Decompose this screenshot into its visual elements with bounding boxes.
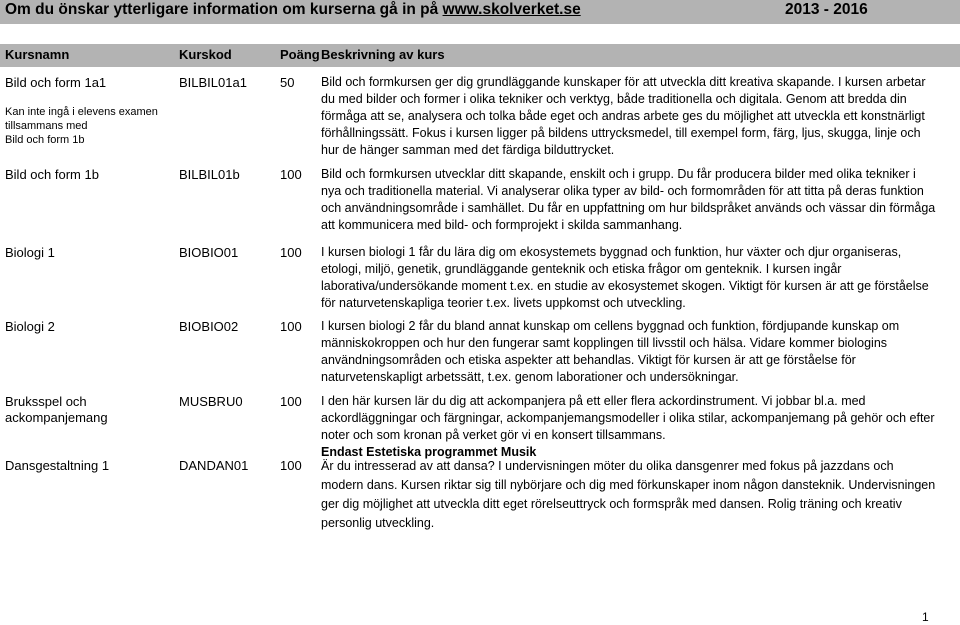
page-header	[0, 0, 960, 24]
description-line: hur de hänger samman med det färdiga bilduttrycket.	[321, 143, 615, 157]
course-points: 100	[280, 167, 302, 182]
skolverket-link[interactable]: www.skolverket.se	[442, 1, 581, 18]
description-line: Är du intresserad av att dansa? I undervisningen möter du olika dansgenrer med fokus på jazzdans och	[321, 459, 894, 473]
description-line: ger dig möjlighet att utveckla ditt eget rörelseuttryck och formspråk med dansen. Rolig träning och kreativ	[321, 497, 902, 511]
course-description	[321, 74, 926, 159]
course-description	[321, 318, 899, 386]
course-description	[321, 393, 935, 461]
description-line: människokroppen och hur den fungerar samt kopplingen till livsstil och hälsa. Vidare kommer biologins	[321, 336, 888, 350]
course-code: MUSBRU0	[179, 394, 243, 409]
description-line: förhållningssätt. Fokus i kursen ligger på bildens uttrycksmedel, till exempel form, färg, ljus, skugga, linje och	[321, 126, 921, 140]
course-points: 100	[280, 245, 302, 260]
course-code: DANDAN01	[179, 458, 249, 473]
header-title	[5, 1, 581, 19]
description-line: I kursen biologi 2 får du bland annat kunskap om cellens byggnad och funktion, fördjupande kunskap om	[321, 319, 900, 333]
description-line: du med bilder och former i olika tekniker och verktyg, både traditionella och digitala. Genom att bredda din	[321, 92, 907, 106]
description-line: användningsområden och etiska aspekter att behandlas. Viktigt för kursen är att ge förståelse för	[321, 353, 856, 367]
course-note-line: Kan inte ingå i elevens examen	[5, 106, 158, 118]
description-line: nya och traditionella material. Vi analyserar olika typer av bild- och formområden för att titta på deras funktion	[321, 184, 924, 198]
course-note-line: Bild och form 1b	[5, 134, 85, 146]
course-description	[321, 166, 935, 234]
description-line: Bild och formkursen ger dig grundläggande kunskaper för att utveckla ditt kreativa skapande. I kursen arbetar	[321, 75, 926, 89]
program-restriction: Endast Estetiska programmet Musik	[321, 445, 537, 459]
description-line: för naturvetenskapliga teorier t.ex. livets uppkomst och utveckling.	[321, 296, 686, 310]
column-header-row	[0, 44, 960, 67]
course-name: Bild och form 1b	[5, 167, 99, 182]
description-line: och användningsområde i samhället. Du får en uppfattning om hur bildspråket används och vässar din förmåga	[321, 201, 936, 215]
header-years: 2013 - 2016	[785, 1, 868, 18]
description-line: naturvetenskapligt arbetssätt, t.ex. genom laborationer och undersökningar.	[321, 370, 739, 384]
course-name: ackompanjemang	[5, 410, 108, 425]
course-points: 100	[280, 458, 302, 473]
course-code: BIOBIO01	[179, 245, 239, 260]
course-code: BILBIL01a1	[179, 75, 247, 90]
header-title-text: Om du önskar ytterligare information om kurserna gå in på	[5, 1, 443, 18]
course-name: Biologi 1	[5, 245, 55, 260]
description-line: noter och som kronan på verket gör vi en konsert tillsammans.	[321, 428, 666, 442]
course-name: Bild och form 1a1	[5, 75, 107, 90]
description-line: ackordläggningar och färgningar, ackompanjemangsmodeller i olika stilar, ackompanjemang på gehör och efter	[321, 411, 935, 425]
column-header-name: Kursnamn	[5, 47, 70, 62]
course-note-line: tillsammans med	[5, 120, 88, 132]
course-name: Dansgestaltning 1	[5, 458, 110, 473]
course-description	[321, 457, 935, 533]
column-header-description: Beskrivning av kurs	[321, 47, 445, 62]
course-note	[5, 105, 158, 147]
description-line: förmåga att se, analysera och tolka både eget och andras arbete ges du möjlighet att utveckla ett konstnärligt	[321, 109, 925, 123]
column-header-points: Poäng	[280, 47, 320, 62]
description-line: I kursen biologi 1 får du lära dig om ekosystemets byggnad och funktion, hur växter och djur organiseras,	[321, 245, 902, 259]
description-line: Bild och formkursen utvecklar ditt skapande, enskilt och i grupp. Du får producera bilder med olika tekniker i	[321, 167, 916, 181]
course-description	[321, 244, 929, 312]
course-points: 100	[280, 394, 302, 409]
course-points: 50	[280, 75, 295, 90]
description-line: modern dans. Kursen riktar sig till nybörjare och dig med förkunskaper inom någon dansteknik. Undervisningen	[321, 478, 936, 492]
description-line: etologi, miljö, genetik, grundläggande genteknik och etiska frågor om genteknik. I kursen ingår	[321, 262, 842, 276]
course-code: BILBIL01b	[179, 167, 240, 182]
description-line: att kommunicera med bild- och formprojekt i skilda sammanhang.	[321, 218, 683, 232]
description-line: personlig utveckling.	[321, 516, 435, 530]
column-header-code: Kurskod	[179, 47, 232, 62]
course-name: Biologi 2	[5, 319, 55, 334]
course-code: BIOBIO02	[179, 319, 239, 334]
description-line: laborativa/undersökande moment t.ex. en studie av ekosystemet skogen. Viktigt för kursen är att ge förståelse	[321, 279, 929, 293]
description-line: I den här kursen lär du dig att ackompanjera på ett eller flera ackordinstrument. Vi jobbar bl.a. med	[321, 394, 866, 408]
course-points: 100	[280, 319, 302, 334]
page-number: 1	[922, 610, 929, 624]
course-name: Bruksspel och	[5, 394, 87, 409]
